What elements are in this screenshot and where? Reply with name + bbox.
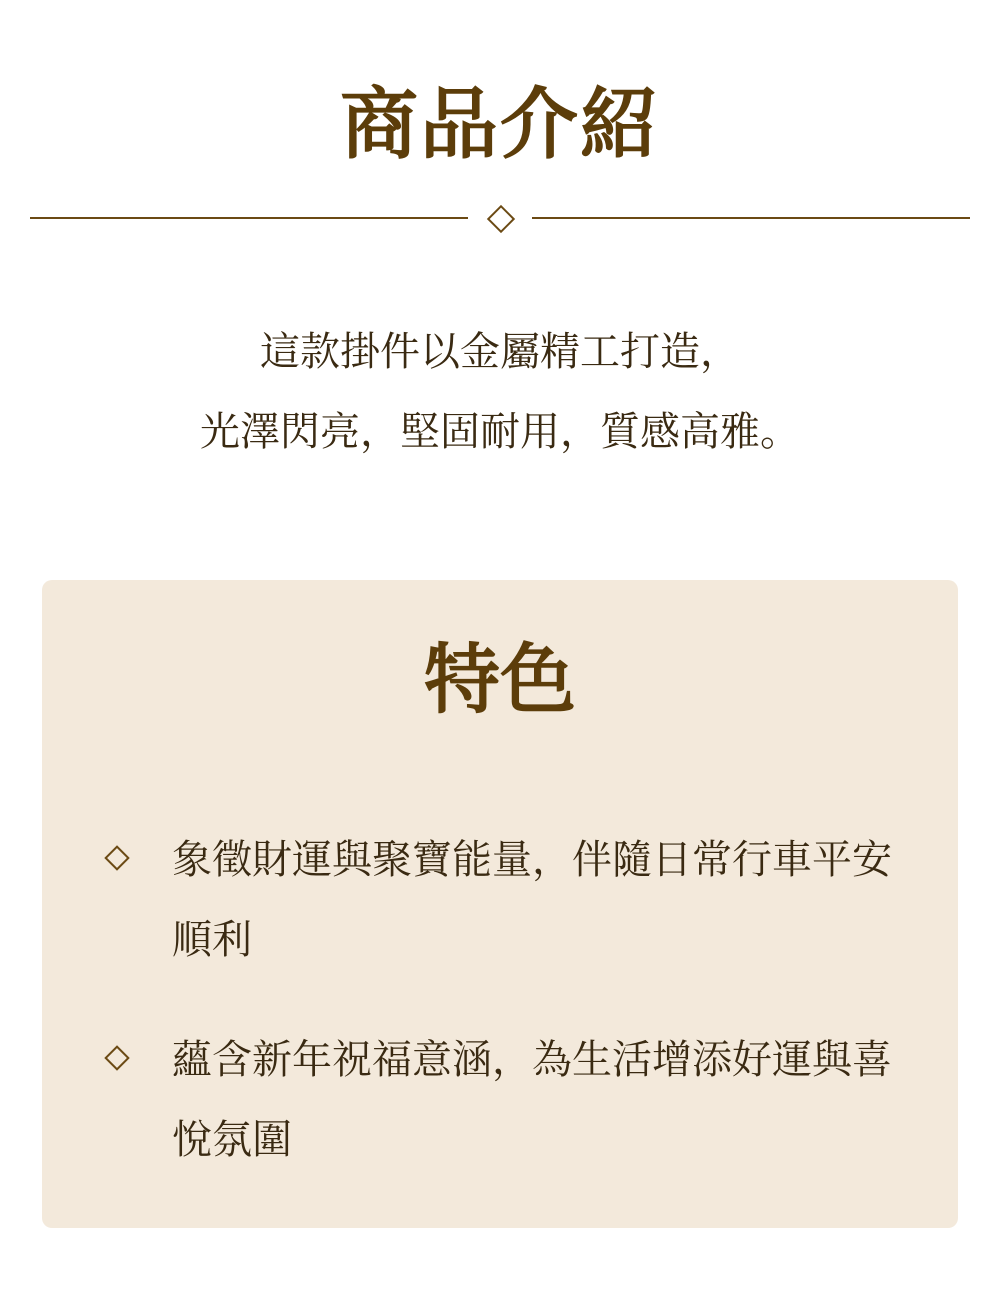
features-card bbox=[42, 580, 958, 1228]
diamond-bullet-icon bbox=[104, 845, 129, 870]
description-line-1: 這款掛件以金屬精工打造， bbox=[260, 329, 740, 375]
description-line-2: 光澤閃亮，堅固耐用，質感高雅。 bbox=[200, 409, 800, 455]
diamond-ornament-icon bbox=[487, 205, 515, 233]
page-title: 商品介紹 bbox=[339, 79, 660, 170]
feature-text: 象徵財運與聚寶能量，伴隨日常行車平安順利 bbox=[172, 837, 892, 963]
diamond-bullet-icon bbox=[104, 1045, 129, 1070]
divider-line-right bbox=[532, 217, 970, 219]
divider-line-left bbox=[30, 217, 468, 219]
title-divider bbox=[30, 205, 970, 231]
features-title: 特色 bbox=[424, 635, 576, 724]
product-description bbox=[0, 312, 1000, 472]
feature-text: 蘊含新年祝福意涵，為生活增添好運與喜悅氛圍 bbox=[172, 1037, 892, 1163]
